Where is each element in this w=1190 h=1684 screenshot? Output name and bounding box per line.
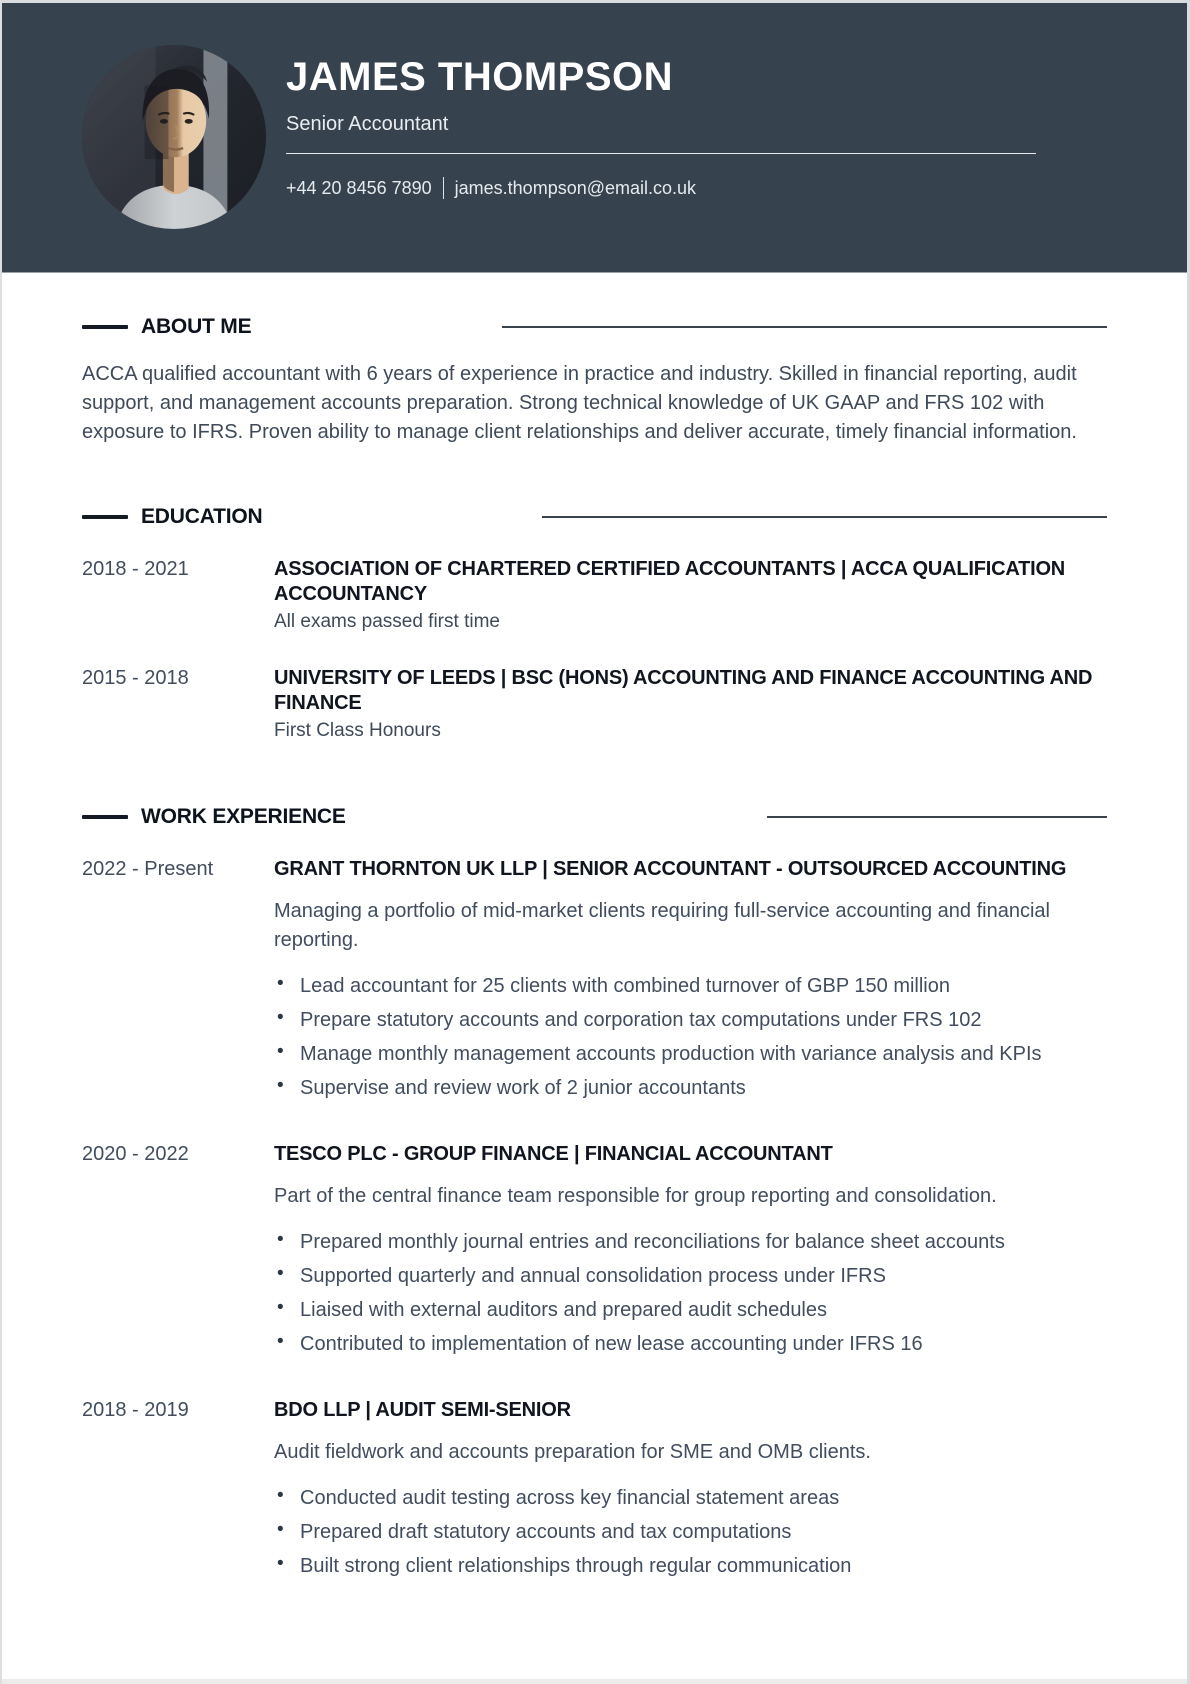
email-address: james.thompson@email.co.uk [454, 177, 697, 198]
contact-line [286, 177, 1036, 199]
entry-dates: 2020 - 2022 [82, 1143, 189, 1165]
header-text [286, 3, 1036, 199]
entry-dates: 2022 - Present [82, 858, 214, 880]
entry-content [274, 1398, 1107, 1578]
entry-title: ASSOCIATION OF CHARTERED CERTIFIED ACCOUNTANTS | ACCA QUALIFICATION ACCOUNTANCY [274, 558, 1066, 605]
bullet-item: • Supervise and review work of 2 junior accountants [274, 1076, 1107, 1100]
work-entry [82, 1398, 1107, 1578]
bullet-item: • Supported quarterly and annual consolidation process under IFRS [274, 1264, 1107, 1288]
section-header-work-experience [82, 805, 1107, 829]
bullet-list [274, 974, 1107, 1100]
entry-dates: 2018 - 2019 [82, 1399, 189, 1421]
section-header-education [82, 505, 1107, 529]
entry-title: GRANT THORNTON UK LLP | SENIOR ACCOUNTANT - OUTSOURCED ACCOUNTING [274, 858, 1067, 880]
education-entry [82, 666, 1107, 743]
heading-rule [542, 516, 1107, 518]
bullet-item: • Prepared monthly journal entries and reconciliations for balance sheet accounts [274, 1230, 1107, 1254]
bullet-list [274, 1486, 1107, 1578]
work-experience-heading: WORK EXPERIENCE [141, 805, 346, 828]
entry-content [274, 857, 1107, 1100]
entry-content [274, 557, 1107, 634]
bullet-item: • Manage monthly management accounts production with variance analysis and KPIs [274, 1042, 1107, 1066]
entry-summary: Audit fieldwork and accounts preparation for SME and OMB clients. [274, 1441, 871, 1463]
bullet-list [274, 1230, 1107, 1356]
section-header-about [82, 315, 1107, 339]
entry-dates: 2015 - 2018 [82, 667, 189, 689]
heading-rule [767, 816, 1107, 818]
candidate-job-title: Senior Accountant [286, 113, 449, 135]
about-paragraph: ACCA qualified accountant with 6 years of experience in practice and industry. Skilled in financial reporting, audit support, and management accounts preparation. Strong technical knowledge of UK GAAP and FRS 102 with exposure to IFRS. Proven ability to manage client relationships and deliver accurate, timely financial information. [82, 363, 1077, 443]
entry-title: TESCO PLC - GROUP FINANCE | FINANCIAL ACCOUNTANT [274, 1143, 833, 1165]
profile-photo-image [82, 45, 266, 229]
cv-body [2, 315, 1187, 1578]
header [2, 3, 1187, 273]
work-entry [82, 1142, 1107, 1356]
heading-dash [82, 815, 128, 819]
entry-detail: First Class Honours [274, 720, 441, 741]
bullet-item: • Prepare statutory accounts and corporation tax computations under FRS 102 [274, 1008, 1107, 1032]
education-entry [82, 557, 1107, 634]
about-heading: ABOUT ME [141, 315, 252, 338]
bullet-item: • Built strong client relationships through regular communication [274, 1554, 1107, 1578]
entry-content [274, 1142, 1107, 1356]
entry-content [274, 666, 1107, 743]
header-divider [286, 153, 1036, 154]
bullet-item: • Liaised with external auditors and prepared audit schedules [274, 1298, 1107, 1322]
contact-separator [443, 177, 444, 199]
bullet-item: • Contributed to implementation of new lease accounting under IFRS 16 [274, 1332, 1107, 1356]
phone-number: +44 20 8456 7890 [286, 177, 432, 198]
education-heading: EDUCATION [141, 505, 263, 528]
entry-detail: All exams passed first time [274, 611, 500, 632]
bullet-item: • Prepared draft statutory accounts and tax computations [274, 1520, 1107, 1544]
entry-summary: Part of the central finance team responsible for group reporting and consolidation. [274, 1185, 997, 1207]
entry-title: BDO LLP | AUDIT SEMI-SENIOR [274, 1399, 571, 1421]
entry-title: UNIVERSITY OF LEEDS | BSC (HONS) ACCOUNTING AND FINANCE ACCOUNTING AND FINANCE [274, 667, 1093, 714]
entry-dates: 2018 - 2021 [82, 558, 189, 580]
work-entry [82, 857, 1107, 1100]
bullet-item: • Lead accountant for 25 clients with combined turnover of GBP 150 million [274, 974, 1107, 998]
heading-rule [502, 326, 1107, 328]
heading-dash [82, 325, 128, 329]
entry-summary: Managing a portfolio of mid-market clients requiring full-service accounting and financial reporting. [274, 900, 1050, 951]
heading-dash [82, 515, 128, 519]
profile-photo [82, 45, 266, 229]
candidate-name: JAMES THOMPSON [286, 55, 674, 99]
bullet-item: • Conducted audit testing across key financial statement areas [274, 1486, 1107, 1510]
